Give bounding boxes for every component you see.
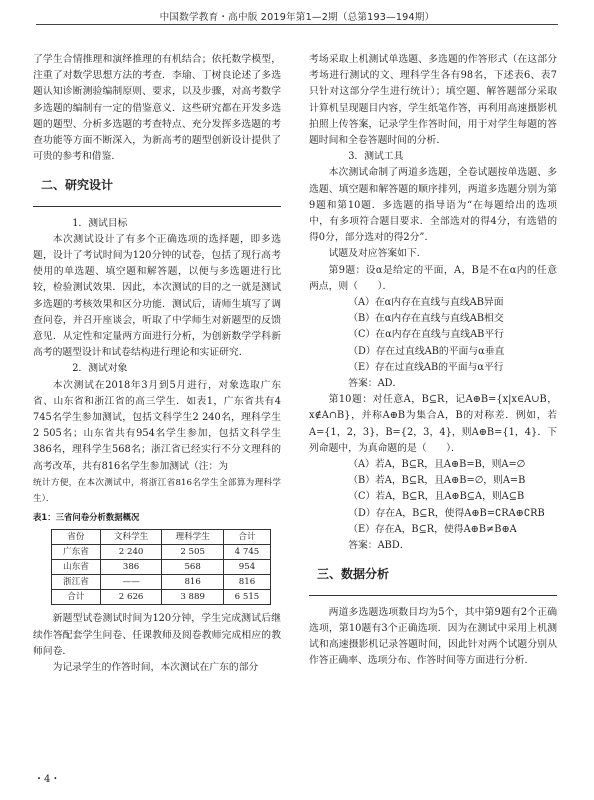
- section-2-rule: [33, 206, 281, 207]
- section-3-text: 两道多选题选项数目均为5个，其中第9题有2个正确选项，第10题有3个正确选项．因为在测试中采用上机测试和高速摄影机记录答题时间，因此针对两个试题分别从作答正确率、选项分布、作答时间等方面进行分析．: [309, 606, 557, 667]
- table-cell: 6 515: [223, 590, 270, 605]
- table-cell: 386: [100, 560, 162, 575]
- question-9-option: （E）存在过直线AB的平面与α平行: [348, 361, 504, 373]
- table-caption: 表1：三省问卷分析数据概况: [33, 512, 140, 523]
- table-cell: 816: [223, 575, 270, 590]
- table-header: 合计: [223, 530, 270, 545]
- table-header: 文科学生: [100, 530, 162, 545]
- question-10-option: （D）存在A，B⊆R，使得A⊕B=∁RA⊕∁RB: [348, 507, 545, 519]
- table-header: 省份: [52, 530, 101, 545]
- table-cell: 广东省: [52, 545, 101, 560]
- running-header: 中国数学教育・高中版 2019年第1—2期（总第193—194期）: [159, 12, 435, 23]
- question-10-answer: 答案：ABD．: [348, 540, 410, 552]
- question-9-option: （D）存在过直线AB的平面与α垂直: [348, 345, 505, 357]
- question-9-stem: 第9题：设α是给定的平面，A，B是不在α内的任意两点，则（ ）．: [309, 264, 557, 292]
- question-10-option: （A）若A，B⊆R，且A⊕B=B，则A=∅: [348, 459, 526, 471]
- question-9-option: （C）在α内存在直线与直线AB平行: [348, 329, 504, 341]
- table-cell: 954: [223, 560, 270, 575]
- subsection-1-title: 1．测试目标: [72, 217, 128, 229]
- question-9-answer: 答案：AD．: [348, 378, 403, 390]
- continued-paragraph: 考场采取上机测试单选题、多选题的作答形式（在这部分考场进行测试的文、理科学生各有98名，下述表6、表7只针对这部分学生进行统计）；填空题、解答题部分采取计算机呈现题目内容，学生纸笔作答，再利用高速摄影机拍照上传答案，记录学生作答时间，用于对学生每题的答题时间和全卷答题时间的分析．: [309, 54, 557, 147]
- table-cell: 4 745: [223, 545, 270, 560]
- table-cell: 2 240: [100, 545, 162, 560]
- subsection-3-text: 本次测试命制了两道多选题，全卷试题按单选题、多选题、填空题和解答题的顺序排列，两道多选题分别为第9题和第10题．多选题的指导语为“在每题给出的选项中，有多项符合题目要求．全部选对的得4分，有选错的得0分，部分选对的得2分”．: [309, 167, 557, 244]
- question-10-option: （E）存在A，B⊆R，使得A⊕B≠B⊕A: [348, 523, 517, 535]
- table-cell: 568: [162, 560, 224, 575]
- after-table-paragraph: 新题型试卷测试时间为120分钟，学生完成测试后继续作答配套学生问卷、任课教师及阅卷教师完成相应的教师问卷．: [33, 613, 281, 657]
- table-cell: 浙江省: [52, 575, 101, 590]
- subsection-2-note: 统计方便，在本次测试中，将浙江省816名学生全部算为理科学生）．: [33, 477, 281, 505]
- question-10-option: （B）若A，B⊆R，且A⊕B=∅，则A=B: [348, 475, 526, 487]
- table-cell: 2 505: [162, 545, 224, 560]
- table-row: [52, 545, 271, 560]
- section-2-title: 二、研究设计: [41, 178, 114, 193]
- table-cell: 山东省: [52, 560, 101, 575]
- left-column: [33, 52, 281, 676]
- table-row: [52, 575, 271, 590]
- page-number: ・4・: [34, 774, 61, 785]
- question-9-option: （B）在α内存在直线与直线AB相交: [348, 313, 504, 325]
- section-3-rule: [309, 595, 557, 596]
- question-10-stem: 第10题：对任意A，B⊆R，记A⊕B={x|x∈A∪B，x∉A∩B}，并称A⊕B为集合A，B的对称差．例如，若A={1，2，3}，B={2，3，4}，则A⊕B={1，4}．下列命题中，为真命题的是（ ）．: [309, 394, 557, 454]
- table-header-row: [52, 530, 271, 545]
- table-cell: ——: [100, 575, 162, 590]
- table-cell: 合计: [52, 590, 101, 605]
- subsection-3-text-2: 试题及对应答案如下．: [328, 248, 427, 260]
- table-cell: 3 889: [162, 590, 224, 605]
- table-cell: 2 626: [100, 590, 162, 605]
- table-row: [52, 560, 271, 575]
- table-header: 理科学生: [162, 530, 224, 545]
- right-column: [309, 52, 557, 669]
- after-table-paragraph: 为记录学生的作答时间，本次测试在广东的部分: [52, 662, 259, 674]
- table-row: [52, 590, 271, 605]
- table-cell: 816: [162, 575, 224, 590]
- subsection-2-text: 本次测试在2018年3月到5月进行，对象选取广东省、山东省和浙江省的高三学生．如表1，广东省共有4 745名学生参加测试，包括文科学生2 240名，理科学生2 505名；山东省共有954名学生参加，包括文科学生386名，理科学生568名；浙江省已经实行不分文理科的高考改革，共有816名学生参加测试（注：为: [33, 379, 281, 472]
- question-9-option: （A）在α内存在直线与直线AB异面: [348, 297, 504, 309]
- subsection-2-title: 2．测试对象: [72, 363, 128, 375]
- intro-paragraph: 了学生合情推理和演绎推理的有机结合；依托数学模型，注重了对数学思想方法的考查．李瑜、丁树良论述了多选题认知诊断测验编制原则、要求，以及步骤，对高考数学多选题的编制有一定的借鉴意义．这些研究都在开发多选题的题型、分析多选题的考查特点、充分发挥多选题的考查功能等方面不断深入，为新高考的题型创新设计提供了可贵的参考和借鉴．: [33, 54, 281, 163]
- header-rule: [36, 24, 558, 25]
- subsection-3-title: 3．测试工具: [348, 151, 404, 163]
- data-table: [51, 529, 271, 605]
- subsection-1-text: 本次测试设计了有多个正确选项的选择题，即多选题，设计了考试时间为120分钟的试卷，包括了现行高考使用的单选题、填空题和解答题，以便与多选题进行比较，检验测试效果．因此，本次测试的目的之一就是测试多选题的考核效果和区分功能．测试后，请师生填写了调查问卷，并召开座谈会，听取了中学师生对新题型的反馈意见．从定性和定量两方面进行分析，为创新数学学科新高考的题型设计和试卷结构进行理论和实证研究．: [33, 233, 281, 359]
- question-10-option: （C）若A，B⊆R，且A⊕B⊆A，则A⊆B: [348, 491, 525, 503]
- section-3-title: 三、数据分析: [317, 567, 390, 582]
